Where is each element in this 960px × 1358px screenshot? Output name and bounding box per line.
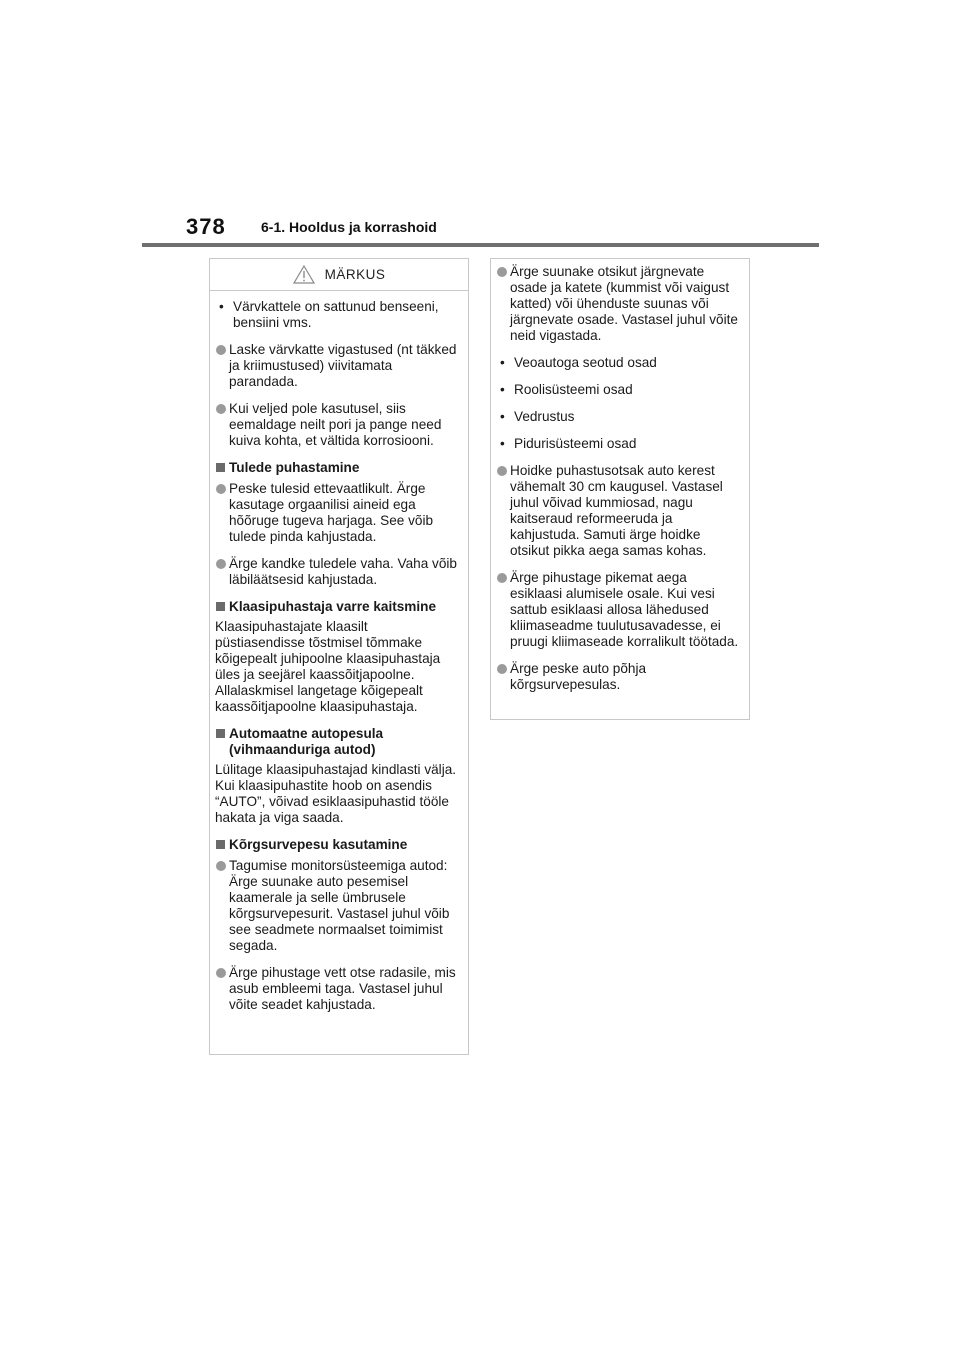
list-item: Ärge pihustage pikemat aega esiklaasi alumisele osale. Kui vesi sattub esiklaasi allosa lähedused kliimaseadme tuulutusavadesse, ei pruugi kliimaseade korralikult töötada. [496, 570, 741, 650]
notice-title: MÄRKUS [324, 266, 386, 282]
circle-bullet-icon [216, 345, 226, 355]
dash-bullet: • [500, 409, 505, 424]
subsection-heading: Klaasipuhastaja varre kaitsmine [215, 599, 460, 615]
notice-header [210, 259, 468, 291]
list-item: • Veoautoga seotud osad [500, 355, 657, 370]
notice-box-right [490, 258, 750, 720]
square-bullet-icon [216, 729, 225, 738]
dash-bullet: • [219, 299, 224, 314]
dash-bullet: • [500, 382, 505, 397]
list-item: Peske tulesid ettevaatlikult. Ärge kasutage orgaanilisi aineid ega hõõruge tugeva harjaga. See võib tulede pinda kahjustada. [215, 481, 460, 545]
subsection-heading: Kõrgsurvepesu kasutamine [215, 837, 460, 853]
section-title: 6-1. Hooldus ja korrashoid [261, 219, 437, 235]
list-item: • Roolisüsteemi osad [500, 382, 633, 397]
page-number: 378 [186, 214, 226, 239]
paragraph: Klaasipuhastajate klaasilt püstiasendisse tõstmisel tõmmake kõigepealt juhipoolne klaasipuhastaja üles ja seejärel kaassõitjapoolne. Allalaskmisel langetage kõigepealt kaassõitjapoolne klaasipuhastaja. [215, 619, 441, 714]
square-bullet-icon [216, 840, 225, 849]
circle-bullet-icon [216, 559, 226, 569]
subsection-heading: Tulede puhastamine [215, 460, 460, 476]
list-item: • Vedrustus [500, 409, 575, 424]
list-item: • Pidurisüsteemi osad [500, 436, 637, 451]
notice-box-left [209, 258, 469, 1055]
list-item: • Värvkattele on sattunud benseeni, bensiini vms. [219, 299, 439, 330]
circle-bullet-icon [216, 404, 226, 414]
warning-triangle-icon [293, 265, 315, 284]
list-item: Kui veljed pole kasutusel, siis eemaldage neilt pori ja pange need kuiva kohta, et vältida korrosiooni. [215, 401, 460, 449]
list-item: Ärge peske auto põhja kõrgsurvepesulas. [496, 661, 741, 693]
square-bullet-icon [216, 602, 225, 611]
list-item: Tagumise monitorsüsteemiga autod: Ärge suunake auto pesemisel kaamerale ja selle ümbrusele kõrgsurvepesurit. Vastasel juhul võib see seadmete normaalset toimimist segada. [215, 858, 460, 954]
subsection-heading: Automaatne autopesula (vihmaanduriga autod) [215, 726, 460, 758]
circle-bullet-icon [216, 861, 226, 871]
circle-bullet-icon [497, 267, 507, 277]
circle-bullet-icon [497, 664, 507, 674]
circle-bullet-icon [216, 968, 226, 978]
list-item: Ärge kandke tuledele vaha. Vaha võib läbiläätsesid kahjustada. [215, 556, 460, 588]
circle-bullet-icon [497, 573, 507, 583]
dash-bullet: • [500, 355, 505, 370]
circle-bullet-icon [497, 466, 507, 476]
list-item: Hoidke puhastusotsak auto kerest vähemalt 30 cm kaugusel. Vastasel juhul võivad kummiosad, nagu kaitseraud reformeeruda ja kahjustuda. Samuti ärge hoidke otsikut pikka aega samas kohas. [496, 463, 741, 559]
list-item: Ärge suunake otsikut järgnevate osade ja katete (kummist või vaigust katted) või ühenduste suunas või järgnevate osade. Vastasel juhul võite neid vigastada. [496, 264, 741, 344]
list-item: Ärge pihustage vett otse radasile, mis asub embleemi taga. Vastasel juhul võite seadet kahjustada. [215, 965, 460, 1013]
header-rule [142, 243, 819, 247]
square-bullet-icon [216, 463, 225, 472]
dash-bullet: • [500, 436, 505, 451]
paragraph: Lülitage klaasipuhastajad kindlasti välja. Kui klaasipuhastite hoob on asendis “AUTO”, võivad esiklaasipuhastid tööle hakata ja viga saada. [215, 762, 457, 825]
circle-bullet-icon [216, 484, 226, 494]
list-item: Laske värvkatte vigastused (nt täkked ja kriimustused) viivitamata parandada. [215, 342, 460, 390]
